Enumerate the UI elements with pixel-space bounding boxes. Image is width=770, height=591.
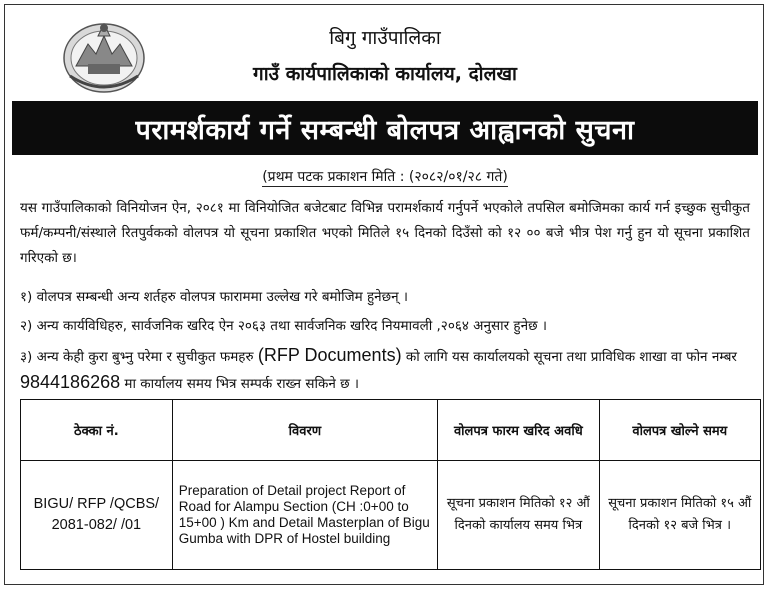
point-3-text-c: मा कार्यालय समय भित्र सम्पर्क राख्न सकिने छ । bbox=[124, 376, 359, 392]
publication-date bbox=[0, 167, 770, 186]
municipality-name: बिगु गाउँपालिका bbox=[329, 27, 441, 49]
publication-date-text: (प्रथम पटक प्रकाशन मिति : (२०८२/०१/२८ गते) bbox=[262, 169, 508, 185]
tender-table bbox=[20, 399, 761, 570]
notice-title: परामर्शकार्य गर्ने सम्बन्धी बोलपत्र आह्वानको सुचना bbox=[12, 101, 758, 155]
point-3-text-a: ३) अन्य केही कुरा बुभ्नु परेमा र सुचीकुत फमहरु bbox=[20, 349, 254, 365]
contract-ref: BIGU/ RFP /QCBS/ 2081-082/ /01 bbox=[21, 461, 173, 570]
notice-point-3 bbox=[20, 343, 750, 397]
office-name: गाउँ कार्यपालिकाको कार्यालय, दोलखा bbox=[253, 63, 517, 85]
point-3-text-b: को लागि यस कार्यालयको सूचना तथा प्राविधिक शाखा वा फोन नम्बर bbox=[405, 349, 737, 365]
notice-body: यस गाउँपालिकाको विनियोजन ऐन, २०८१ मा विनियोजित बजेटबाट विभिन्न परामर्शकार्य गर्नुपर्ने भएकोले तपसिल बमोजिमका कार्य गर्न इच्छुक सुचीकुत फर्म/कम्पनी/संस्थाले रितपुर्वकको वोलपत्र यो सूचना प्रकाशित भएको मितिले १५ दिनको दिउँसो को १२ ०० बजे भीत्र पेश गर्नु हुन यो सूचना प्रकाशित गरिएको छ। bbox=[20, 200, 750, 266]
header-purchase-period: वोलपत्र फारम खरिद अवधि bbox=[438, 400, 599, 461]
notice-point-1: १) वोलपत्र सम्बन्धी अन्य शर्तहरु वोलपत्र फाराममा उल्लेख गरे बमोजिम हुनेछन् । bbox=[20, 289, 409, 305]
phone-number: 9844186268 bbox=[20, 372, 121, 392]
notice-point-2: २) अन्य कार्यविधिहरु, सार्वजनिक खरिद ऐन २०६३ तथा सार्वजनिक खरिद नियमावली ,२०६४ अनुसार हुनेछ । bbox=[20, 318, 547, 334]
header-description: विवरण bbox=[172, 400, 437, 461]
opening-time: सूचना प्रकाशन मितिको १५ औं दिनको १२ बजे भित्र । bbox=[599, 461, 760, 570]
table-row bbox=[21, 461, 761, 570]
purchase-period: सूचना प्रकाशन मितिको १२ औं दिनको कार्यालय समय भित्र bbox=[438, 461, 599, 570]
rfp-documents-label: (RFP Documents) bbox=[257, 345, 402, 365]
contract-description: Preparation of Detail project Report of Road for Alampu Section (CH :0+00 to 15+00 ) Km and Detail Masterplan of Bigu Gumba with DPR of Hostel building bbox=[172, 461, 437, 570]
header-contract-no: ठेक्का नं. bbox=[21, 400, 173, 461]
header-opening-time: वोलपत्र खोल्ने समय bbox=[599, 400, 760, 461]
table-header-row bbox=[21, 400, 761, 461]
